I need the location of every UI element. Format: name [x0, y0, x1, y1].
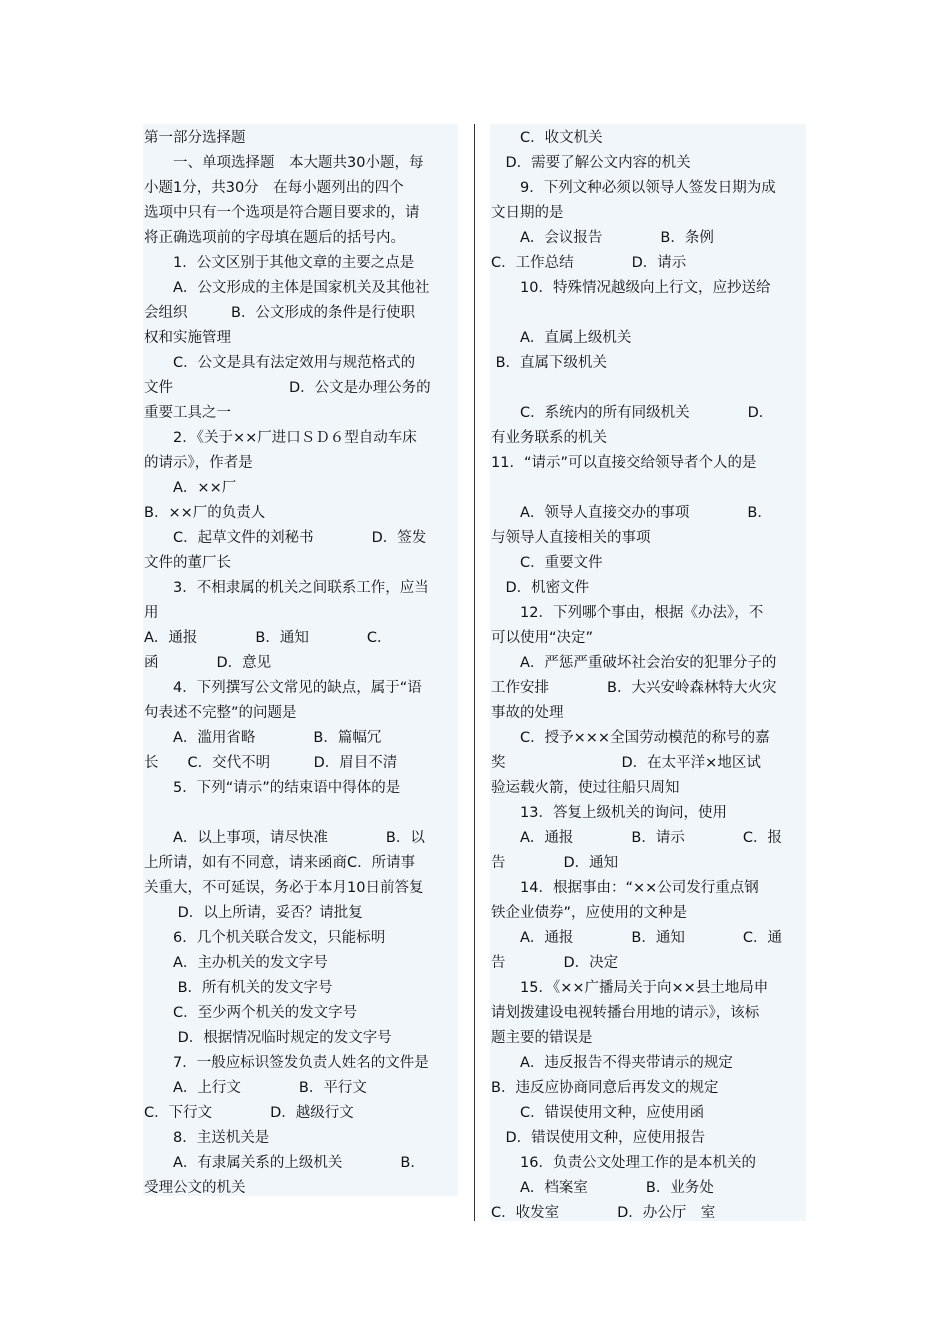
left-text-line: C．下行文 D．越级行文 — [144, 1105, 354, 1121]
left-text-line: 2．《关于××厂进口ＳＤ６型自动车床 — [144, 430, 417, 446]
left-text-line: A．公文形成的主体是国家机关及其他社 — [144, 280, 430, 296]
left-text-line: 第一部分选择题 — [144, 130, 246, 146]
right-text-line: 工作安排 B．大兴安岭森林特大火灾 — [491, 680, 777, 696]
left-text-line: 句表述不完整”的问题是 — [144, 705, 297, 721]
left-text-line: 3．不相隶属的机关之间联系工作，应当 — [144, 580, 429, 596]
left-text-line: 重要工具之一 — [144, 405, 231, 421]
left-text-line: C．起草文件的刘秘书 D．签发 — [144, 530, 427, 546]
left-text-line: 受理公文的机关 — [144, 1180, 246, 1196]
right-text-line: 13．答复上级机关的询问，使用 — [491, 805, 727, 821]
left-text-line: A．通报 B．通知 C． — [144, 630, 392, 646]
right-text-line: 告 D．决定 — [491, 955, 619, 971]
right-text-line: 14．根据事由：“××公司发行重点钢 — [491, 880, 759, 896]
right-text-line: A．领导人直接交办的事项 B． — [491, 505, 772, 521]
left-text-line: 用 — [144, 605, 159, 621]
right-text-line: 9．下列文种必须以领导人签发日期为成 — [491, 180, 776, 196]
right-text-line: A．通报 B．通知 C．通 — [491, 930, 782, 946]
left-text-line: 的请示》，作者是 — [144, 455, 253, 471]
left-text-line: 文件 D．公文是办理公务的 — [144, 380, 431, 396]
right-text-line: C．工作总结 D．请示 — [491, 255, 687, 271]
left-text-line: 长 C．交代不明 D．眉目不清 — [144, 755, 398, 771]
left-text-line: 7．一般应标识签发负责人姓名的文件是 — [144, 1055, 429, 1071]
left-text-line: 函 D．意见 — [144, 655, 272, 671]
left-text-line: 6．几个机关联合发文，只能标明 — [144, 930, 386, 946]
right-text-line: A．档案室 B．业务处 — [491, 1180, 714, 1196]
column-divider — [474, 124, 475, 1221]
left-text-line: 1．公文区别于其他文章的主要之点是 — [144, 255, 415, 271]
right-text-line: 有业务联系的机关 — [491, 430, 607, 446]
right-text-line: D．机密文件 — [491, 580, 590, 596]
left-text-line: 选项中只有一个选项是符合题目要求的，请 — [144, 205, 420, 221]
right-text-line: A．直属上级机关 — [491, 330, 632, 346]
left-text-line: A．××厂 — [144, 480, 237, 496]
right-text-line: A．会议报告 B．条例 — [491, 230, 714, 246]
right-text-line: 铁企业债券”，应使用的文种是 — [491, 905, 688, 921]
left-text-line: A．有隶属关系的上级机关 B． — [144, 1155, 425, 1171]
right-text-line: 请划拨建设电视转播台用地的请示》，该标 — [491, 1005, 760, 1021]
right-text-line: B．直属下级机关 — [491, 355, 608, 371]
right-text-line: B．违反应协商同意后再发文的规定 — [491, 1080, 719, 1096]
left-text-line: 关重大，不可延误，务必于本月10日前答复 — [144, 880, 424, 896]
left-text-line: 一、单项选择题 本大题共30小题，每 — [144, 155, 424, 171]
right-text-line: D．需要了解公文内容的机关 — [491, 155, 691, 171]
right-text-line: C．收文机关 — [491, 130, 603, 146]
left-text-line: 8．主送机关是 — [144, 1130, 270, 1146]
right-text-line: C．重要文件 — [491, 555, 603, 571]
left-text-line: 4．下列撰写公文常见的缺点，属于“语 — [144, 680, 422, 696]
left-text-line: B．××厂的负责人 — [144, 505, 266, 521]
left-text-line: D．以上所请，妥否？请批复 — [144, 905, 363, 921]
left-text-line: C．至少两个机关的发文字号 — [144, 1005, 358, 1021]
left-text-line: A．滥用省略 B．篇幅冗 — [144, 730, 382, 746]
right-text-line: C．收发室 D．办公厅 室 — [491, 1205, 716, 1221]
right-text-line: C．错误使用文种，应使用函 — [491, 1105, 705, 1121]
right-text-line: 可以使用“决定” — [491, 630, 594, 646]
right-text-line: 12．下列哪个事由，根据《办法》，不 — [491, 605, 764, 621]
left-text-line: B．所有机关的发文字号 — [144, 980, 333, 996]
right-text-line: 验运载火箭，使过往船只周知 — [491, 780, 680, 796]
right-text-line: C．授予×××全国劳动模范的称号的嘉 — [491, 730, 770, 746]
left-text-line: C．公文是具有法定效用与规范格式的 — [144, 355, 416, 371]
right-text-line: A．严惩严重破坏社会治安的犯罪分子的 — [491, 655, 777, 671]
left-text-line: 会组织 B．公文形成的条件是行使职 — [144, 305, 415, 321]
left-text-line: A．以上事项，请尽快准 B．以 — [144, 830, 425, 846]
right-text-line: 11．“请示”可以直接交给领导者个人的是 — [491, 455, 757, 471]
right-text-line: A．通报 B．请示 C．报 — [491, 830, 782, 846]
right-text-line: 16．负责公文处理工作的是本机关的 — [491, 1155, 756, 1171]
right-text-line: 题主要的错误是 — [491, 1030, 593, 1046]
left-text-line: 将正确选项前的字母填在题后的括号内。 — [144, 230, 405, 246]
right-text-line: 15．《××广播局关于向××县土地局申 — [491, 980, 769, 996]
left-text-line: A．主办机关的发文字号 — [144, 955, 328, 971]
right-text-line: 文日期的是 — [491, 205, 564, 221]
right-text-line: 事故的处理 — [491, 705, 564, 721]
right-text-line: 与领导人直接相关的事项 — [491, 530, 651, 546]
right-text-line: D．错误使用文种，应使用报告 — [491, 1130, 706, 1146]
right-text-line: 10．特殊情况越级向上行文，应抄送给 — [491, 280, 771, 296]
left-text-line: 小题1分，共30分 在每小题列出的四个 — [144, 180, 404, 196]
left-text-line: 5．下列“请示”的结束语中得体的是 — [144, 780, 401, 796]
left-text-line: D．根据情况临时规定的发文字号 — [144, 1030, 392, 1046]
right-text-line: A．违反报告不得夹带请示的规定 — [491, 1055, 733, 1071]
left-text-line: A．上行文 B．平行文 — [144, 1080, 367, 1096]
right-text-line: C．系统内的所有同级机关 D． — [491, 405, 774, 421]
left-text-line: 上所请，如有不同意，请来函商C．所请事 — [144, 855, 416, 871]
left-text-line: 权和实施管理 — [144, 330, 231, 346]
right-text-line: 奖 D．在太平洋×地区试 — [491, 755, 761, 771]
left-text-line: 文件的董厂长 — [144, 555, 231, 571]
right-text-line: 告 D．通知 — [491, 855, 619, 871]
